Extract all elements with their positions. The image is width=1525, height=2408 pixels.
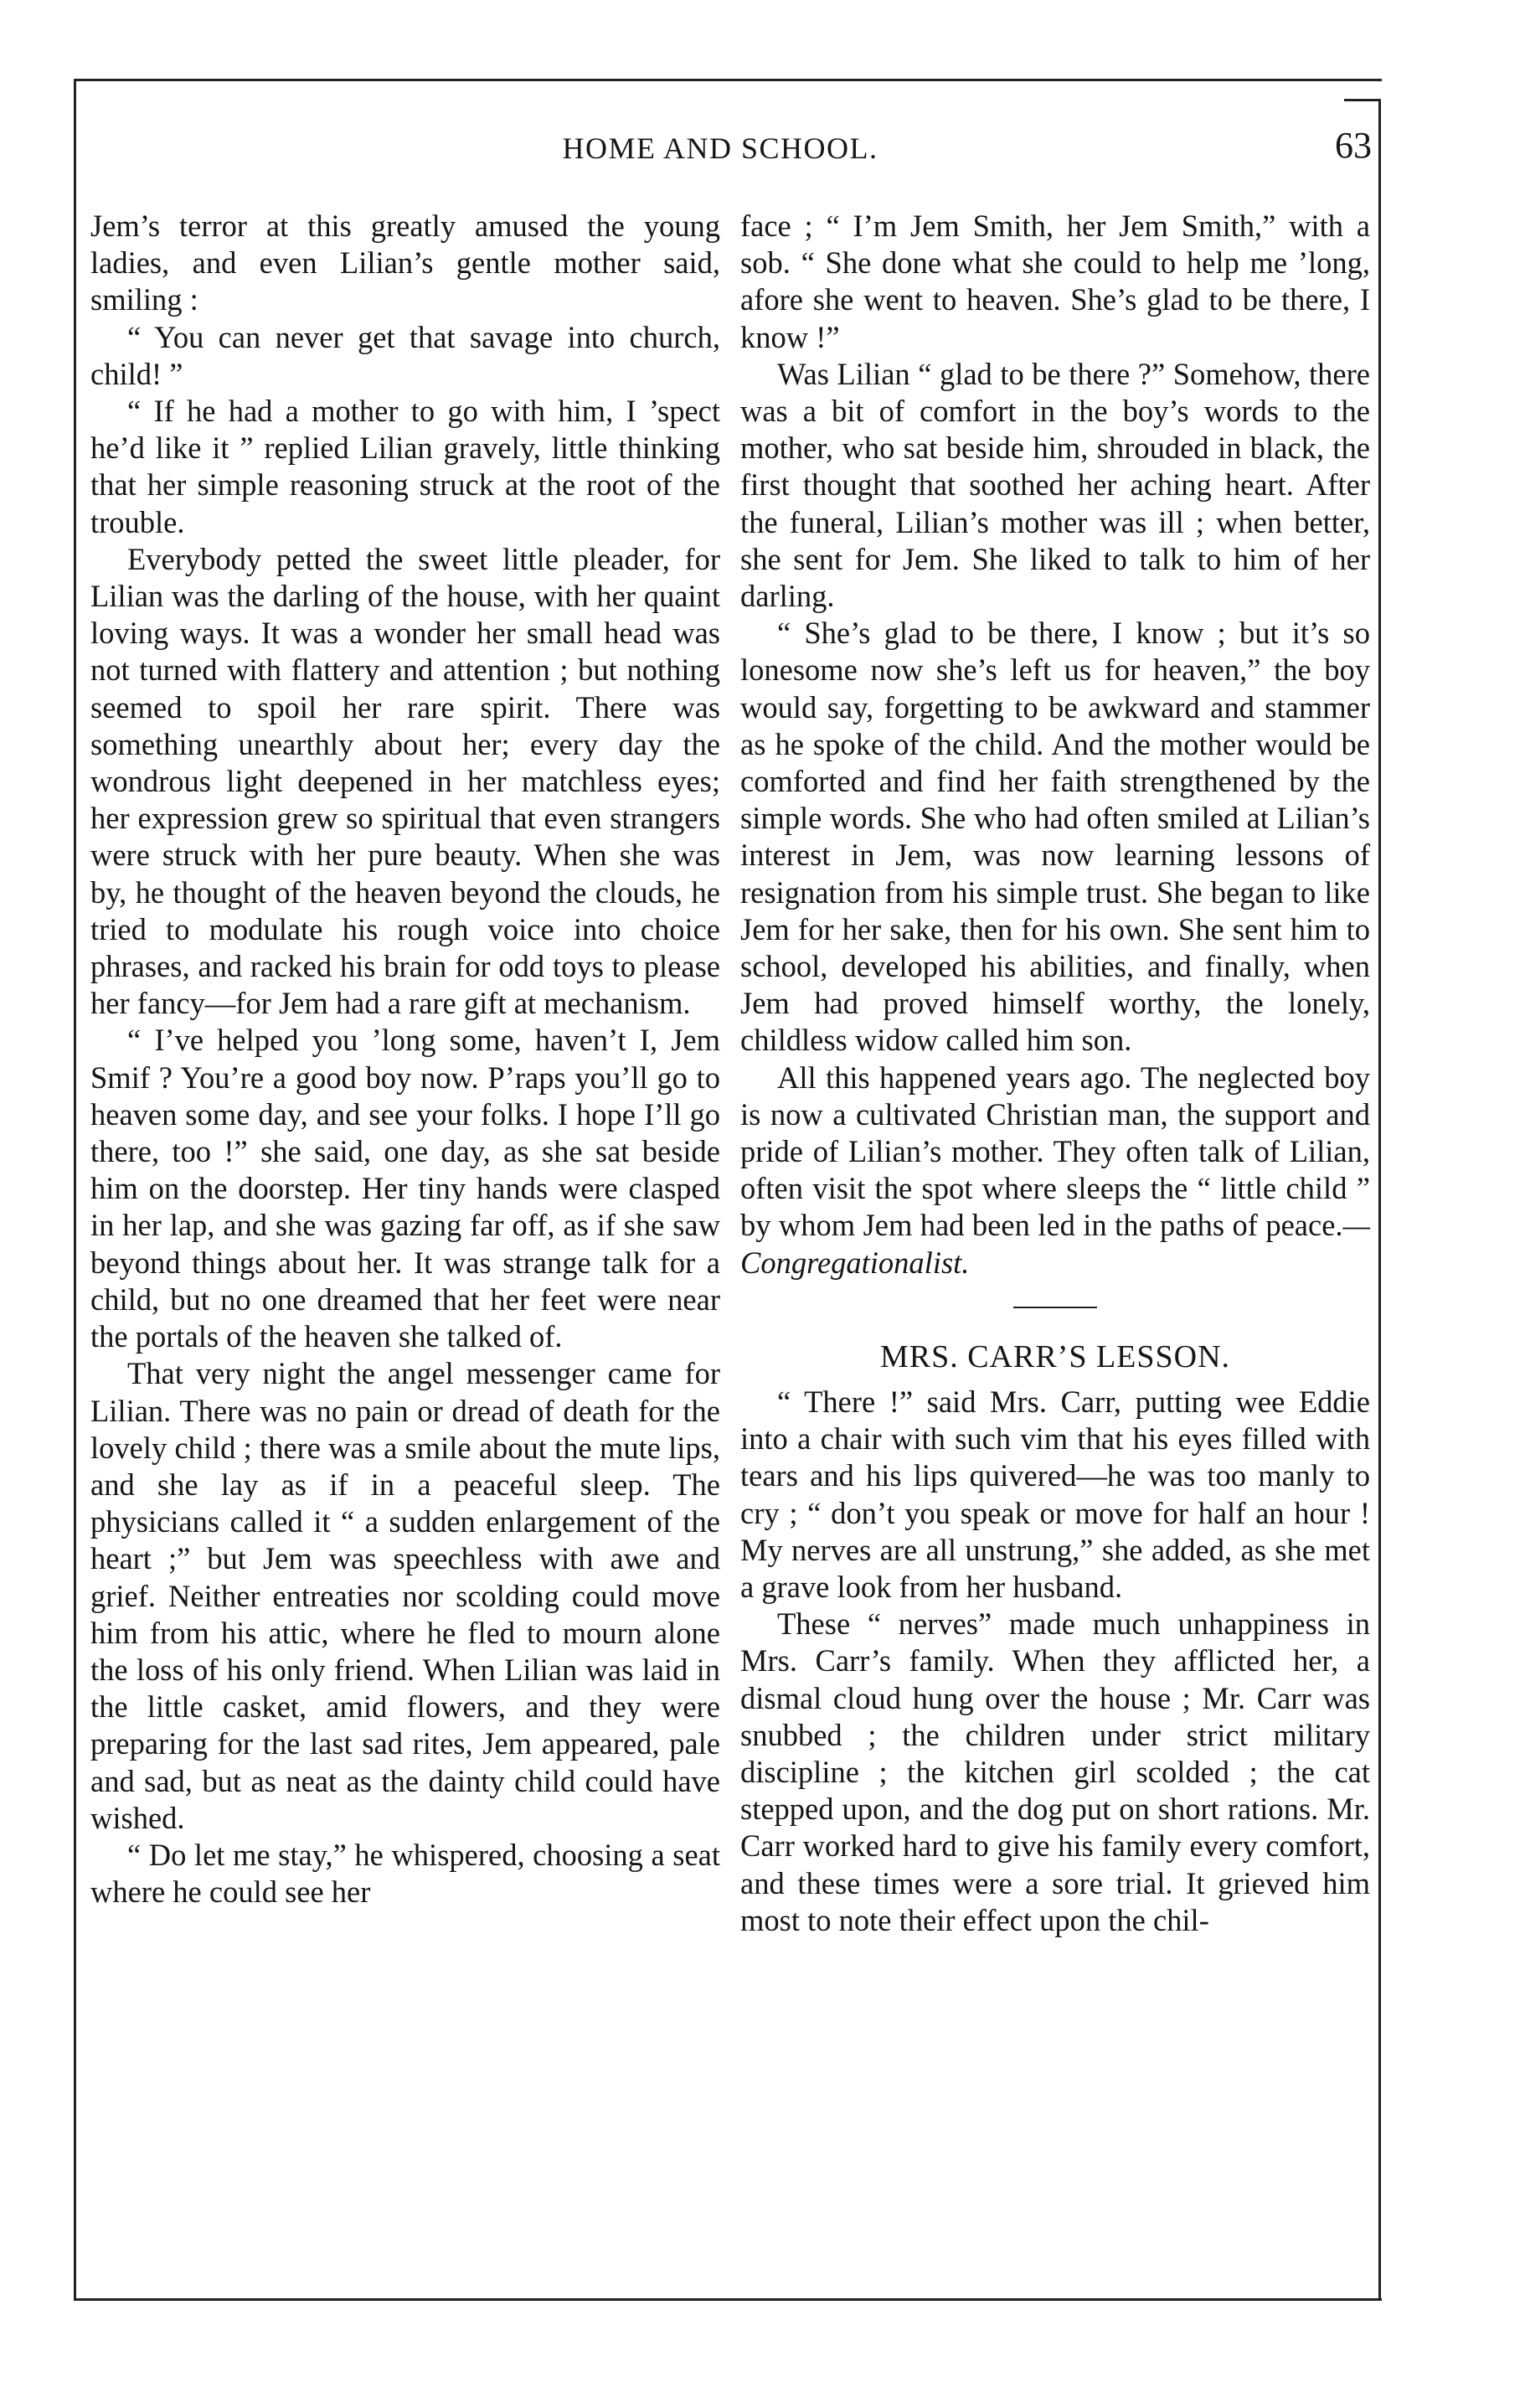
running-title: HOME AND SCHOOL. xyxy=(562,131,878,165)
top-border-rule-tail xyxy=(1344,99,1381,101)
paragraph: That very night the angel messenger came for Lilian. There was no pain or dread of death for the lovely child ; there was a smile about the mute lips, and she lay as if in a peaceful sleep. The physicians called it “ a sudden enlargement of the heart ;” but Jem was speechless with awe and grief. Neither entreaties nor scolding could move him from his attic, where he fled to mourn alone the loss of his only friend. When Lilian was laid in the little casket, amid flowers, and they were preparing for the last sad rites, Jem appeared, pale and sad, but as neat as the dainty child could have wished. xyxy=(90,1356,720,1835)
section-title: MRS. CARR’S LESSON. xyxy=(879,1338,1231,1374)
paragraph: These “ nerves” made much unhappiness in Mrs. Carr’s family. When they afflicted her, a dismal cloud hung over the house ; Mr. Carr was snubbed ; the children under strict military discipline ; the kitchen girl scolded ; the cat stepped upon, and the dog put on short rations. Mr. Carr worked hard to give his family every comfort, and these times were a sore trial. It grieved him most to note their effect upon the chil- xyxy=(740,1606,1370,1937)
page-number: 63 xyxy=(1335,125,1372,166)
right-border-rule xyxy=(1378,101,1381,2298)
paragraph: “ She’s glad to be there, I know ; but it’s so lonesome now she’s left us for heaven,” the boy would say, forgetting to be awkward and stammer as he spoke of the child. And the mother would be comforted and find her faith strengthened by the simple words. She who had often smiled at Lilian’s interest in Jem, was now learning lessons of resignation from his simple trust. She began to like Jem for her sake, then for his own. She sent him to school, developed his abilities, and finally, when Jem had proved himself worthy, the lonely, childless widow called him son. xyxy=(740,616,1370,1058)
paragraph-text: All this happened years ago. The neglected boy is now a cultivated Christian man, the support and pride of Lilian’s mother. They often talk of Lilian, often visit the spot where sleeps the “ little child ” by whom Jem had been led in the paths of peace. xyxy=(740,1060,1370,1243)
paragraph: “ I’ve helped you ’long some, haven’t I, Jem Smif ? You’re a good boy now. P’raps you’ll go to heaven some day, and see your folks. I hope I’ll go there, too !” she said, one day, as she sat beside him on the doorstep. Her tiny hands were clasped in her lap, and she was gazing far off, as if she saw beyond things about her. It was strange talk for a child, but no one dreamed that her feet were near the portals of the heaven she talked of. xyxy=(90,1023,720,1354)
bottom-border-rule xyxy=(74,2298,1382,2301)
paragraph: “ Do let me stay,” he whispered, choosing a seat where he could see her xyxy=(90,1837,720,1910)
source-attribution: —Congregationalist. xyxy=(740,1208,1370,1280)
paragraph: “ If he had a mother to go with him, I ’spect he’d like it ” replied Lilian gravely, little thinking that her simple reasoning struck at the root of the trouble. xyxy=(90,394,720,539)
paragraph xyxy=(740,1060,1370,1281)
left-border-rule xyxy=(74,80,76,2298)
paragraph: “ You can never get that savage into church, child! ” xyxy=(90,319,720,391)
paragraph: Was Lilian “ glad to be there ?” Somehow, there was a bit of comfort in the boy’s words to the mother, who sat beside him, shrouded in black, the first thought that soothed her aching heart. After the funeral, Lilian’s mother was ill ; when better, she sent for Jem. She liked to talk to him of her darling. xyxy=(740,356,1370,614)
paragraph: Everybody petted the sweet little pleader, for Lilian was the darling of the house, with her quaint loving ways. It was a wonder her small head was not turned with flattery and attention ; but nothing seemed to spoil her rare spirit. There was something unearthly about her; every day the wondrous light deepened in her matchless eyes; her expression grew so spiritual that even strangers were struck with her pure beauty. When she was by, he thought of the heaven beyond the clouds, he tried to modulate his rough voice into choice phrases, and racked his brain for odd toys to please her fancy—for Jem had a rare gift at mechanism. xyxy=(90,541,720,1021)
paragraph: Jem’s terror at this greatly amused the young ladies, and even Lilian’s gentle mother said, smiling : xyxy=(90,209,720,317)
section-divider xyxy=(1013,1307,1097,1308)
right-column xyxy=(740,208,1370,2215)
paragraph: “ There !” said Mrs. Carr, putting wee Eddie into a chair with such vim that his eyes filled with tears and his lips quivered—he was too manly to cry ; “ don’t you speak or move for half an hour ! My nerves are all unstrung,” she added, as she met a grave look from her husband. xyxy=(740,1384,1370,1604)
paragraph: face ; “ I’m Jem Smith, her Jem Smith,” with a sob. “ She done what she could to help me ’long, afore she went to heaven. She’s glad to be there, I know !” xyxy=(740,209,1370,354)
left-column xyxy=(90,208,720,2215)
top-border-rule xyxy=(74,79,1382,81)
